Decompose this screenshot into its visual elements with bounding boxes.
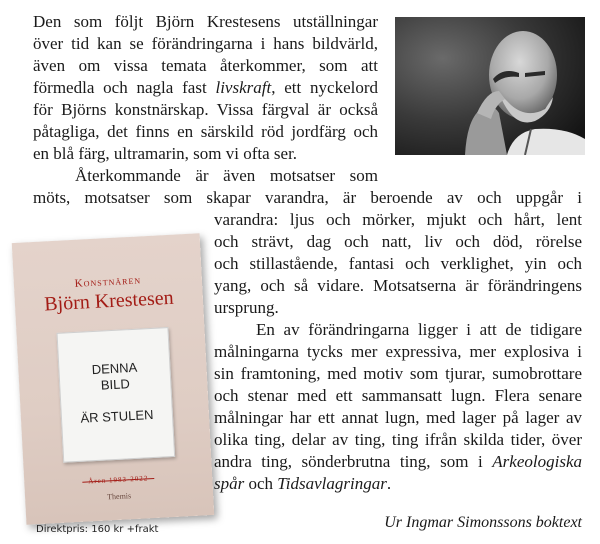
- book-years: Åren 1983-2022: [88, 474, 149, 486]
- book-title: Björn Krestesen: [43, 286, 175, 316]
- paper-note-text: [59, 358, 172, 428]
- text-line: möts, motsatser som skapar varandra, är beroende av och uppgår i: [33, 188, 582, 207]
- italic-term: livskraft: [215, 78, 272, 97]
- source-credit: Ur Ingmar Simonssons boktext: [384, 514, 582, 531]
- text-line: yang, och så vidare. Motsatserna är förändringens: [214, 276, 582, 295]
- book-subtitle: Konstnären: [74, 274, 142, 290]
- text-line: och stillastående, fantasi och verklighet, yin och: [214, 254, 582, 273]
- artist-portrait-photo: [395, 17, 585, 155]
- book-publisher: Themis: [106, 491, 132, 502]
- text-line: även om vissa temata återkommer, som att: [33, 56, 378, 75]
- text-line: En av förändringarna ligger i att de tidigare: [256, 320, 582, 339]
- text-line: Återkommande är även motsatser som: [75, 166, 378, 185]
- text-line: en blå färg, ultramarin, som vi ofta ser.: [33, 144, 298, 163]
- italic-term: Tidsavlagringar: [277, 474, 387, 493]
- italic-term: spår: [214, 474, 245, 493]
- italic-term: Arkeologiska: [492, 452, 582, 471]
- book-cover-paper-note: [57, 327, 176, 463]
- text-line: varandra: ljus och mörker, mjukt och hårt, lent: [214, 210, 582, 229]
- paper-note-line: BILD: [100, 376, 131, 393]
- text-line: och stenar med ett sammansatt lugn. Flera senare: [214, 386, 582, 405]
- text-line: sin framtoning, med motiv som tjurar, sumobrottare: [214, 364, 582, 383]
- text-line: målningarna tycks mer expressiva, mer explosiva i: [214, 342, 582, 361]
- paper-note-line: DENNA: [91, 359, 138, 378]
- text-line: för Björns konstnärskap. Vissa färgval är också: [33, 100, 378, 119]
- paper-note-line: ÄR STULEN: [80, 406, 154, 426]
- text-line: och strävt, dag och natt, liv och död, rörelse: [214, 232, 582, 251]
- text-line: förmedla och nagla fast livskraft, ett nyckelord: [33, 78, 379, 97]
- text-line: olika ting, delar av ting, ting ifrån skilda tider, över: [214, 430, 582, 449]
- text-line: andra ting, sönderbrutna ting, som i Arkeologiska: [214, 452, 582, 471]
- text-line: målningar har ett annat lugn, med lager på lager av: [214, 408, 582, 427]
- book-cover: [12, 233, 215, 524]
- portrait-image: [395, 17, 585, 155]
- text-line: Den som följt Björn Krestesens utställningar: [33, 12, 378, 31]
- text-line: ursprung.: [214, 298, 279, 317]
- direct-price: Direktpris: 160 kr +frakt: [36, 524, 159, 535]
- text-line: spår och Tidsavlagringar.: [214, 474, 392, 493]
- text-line: påtagliga, det finns en särskild röd jordfärg och: [33, 122, 378, 141]
- text-line: över tid kan se förändringarna i hans bildvärld,: [33, 34, 378, 53]
